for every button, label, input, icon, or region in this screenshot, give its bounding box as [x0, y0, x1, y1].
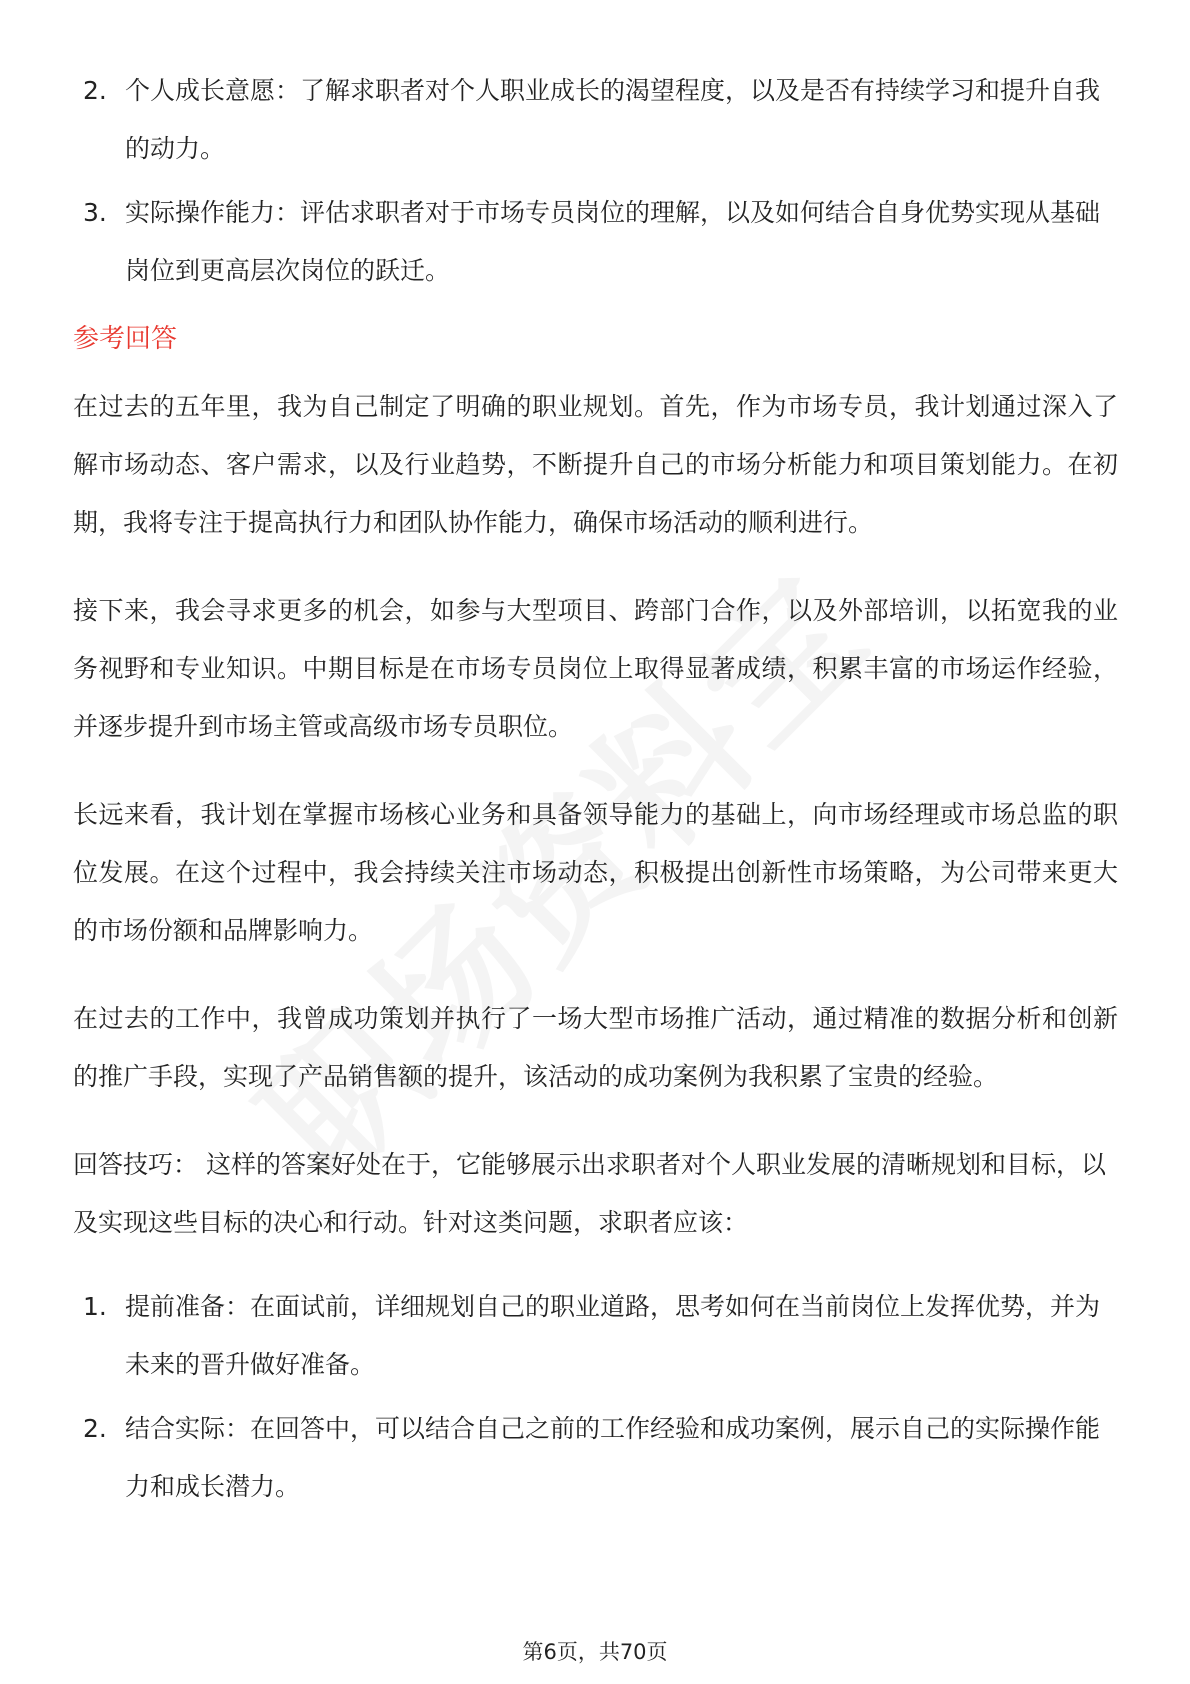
- list-text: 个人成长意愿：了解求职者对个人职业成长的渴望程度，以及是否有持续学习和提升自我的动力。: [125, 76, 1101, 163]
- list-number: 2.: [83, 1414, 107, 1443]
- answer-paragraph: 长远来看，我计划在掌握市场核心业务和具备领导能力的基础上，向市场经理或市场总监的职位发展。在这个过程中，我会持续关注市场动态，积极提出创新性市场策略，为公司带来更大的市场份额和品牌影响力。: [73, 800, 1118, 945]
- answer-paragraph: 接下来，我会寻求更多的机会，如参与大型项目、跨部门合作，以及外部培训，以拓宽我的业务视野和专业知识。中期目标是在市场专员岗位上取得显著成绩，积累丰富的市场运作经验，并逐步提升到市场主管或高级市场专员职位。: [73, 596, 1118, 741]
- answer-paragraph: 在过去的五年里，我为自己制定了明确的职业规划。首先，作为市场专员，我计划通过深入了解市场动态、客户需求，以及行业趋势，不断提升自己的市场分析能力和项目策划能力。在初期，我将专注于提高执行力和团队协作能力，确保市场活动的顺利进行。: [73, 392, 1118, 537]
- list-text: 提前准备：在面试前，详细规划自己的职业道路，思考如何在当前岗位上发挥优势，并为未来的晋升做好准备。: [125, 1292, 1101, 1379]
- list-number: 2.: [83, 76, 107, 105]
- top-numbered-list: [73, 62, 1118, 300]
- list-item: [73, 1278, 1118, 1394]
- list-number: 1.: [83, 1292, 107, 1321]
- list-text: 结合实际：在回答中，可以结合自己之前的工作经验和成功案例，展示自己的实际操作能力和成长潜力。: [125, 1414, 1101, 1501]
- answer-tips: 回答技巧： 这样的答案好处在于，它能够展示出求职者对个人职业发展的清晰规划和目标，以及实现这些目标的决心和行动。针对这类问题，求职者应该：: [73, 1150, 1106, 1237]
- page-content: [73, 62, 1118, 1522]
- page-footer: 第6页，共70页: [522, 1640, 668, 1664]
- list-item: [73, 184, 1118, 300]
- list-number: 3.: [83, 198, 107, 227]
- bottom-numbered-list: [73, 1278, 1118, 1516]
- list-item: [73, 62, 1118, 178]
- section-title: 参考回答: [73, 324, 178, 354]
- list-item: [73, 1400, 1118, 1516]
- answer-paragraph: 在过去的工作中，我曾成功策划并执行了一场大型市场推广活动，通过精准的数据分析和创新的推广手段，实现了产品销售额的提升，该活动的成功案例为我积累了宝贵的经验。: [73, 1004, 1118, 1091]
- list-text: 实际操作能力：评估求职者对于市场专员岗位的理解，以及如何结合自身优势实现从基础岗位到更高层次岗位的跃迁。: [125, 198, 1101, 285]
